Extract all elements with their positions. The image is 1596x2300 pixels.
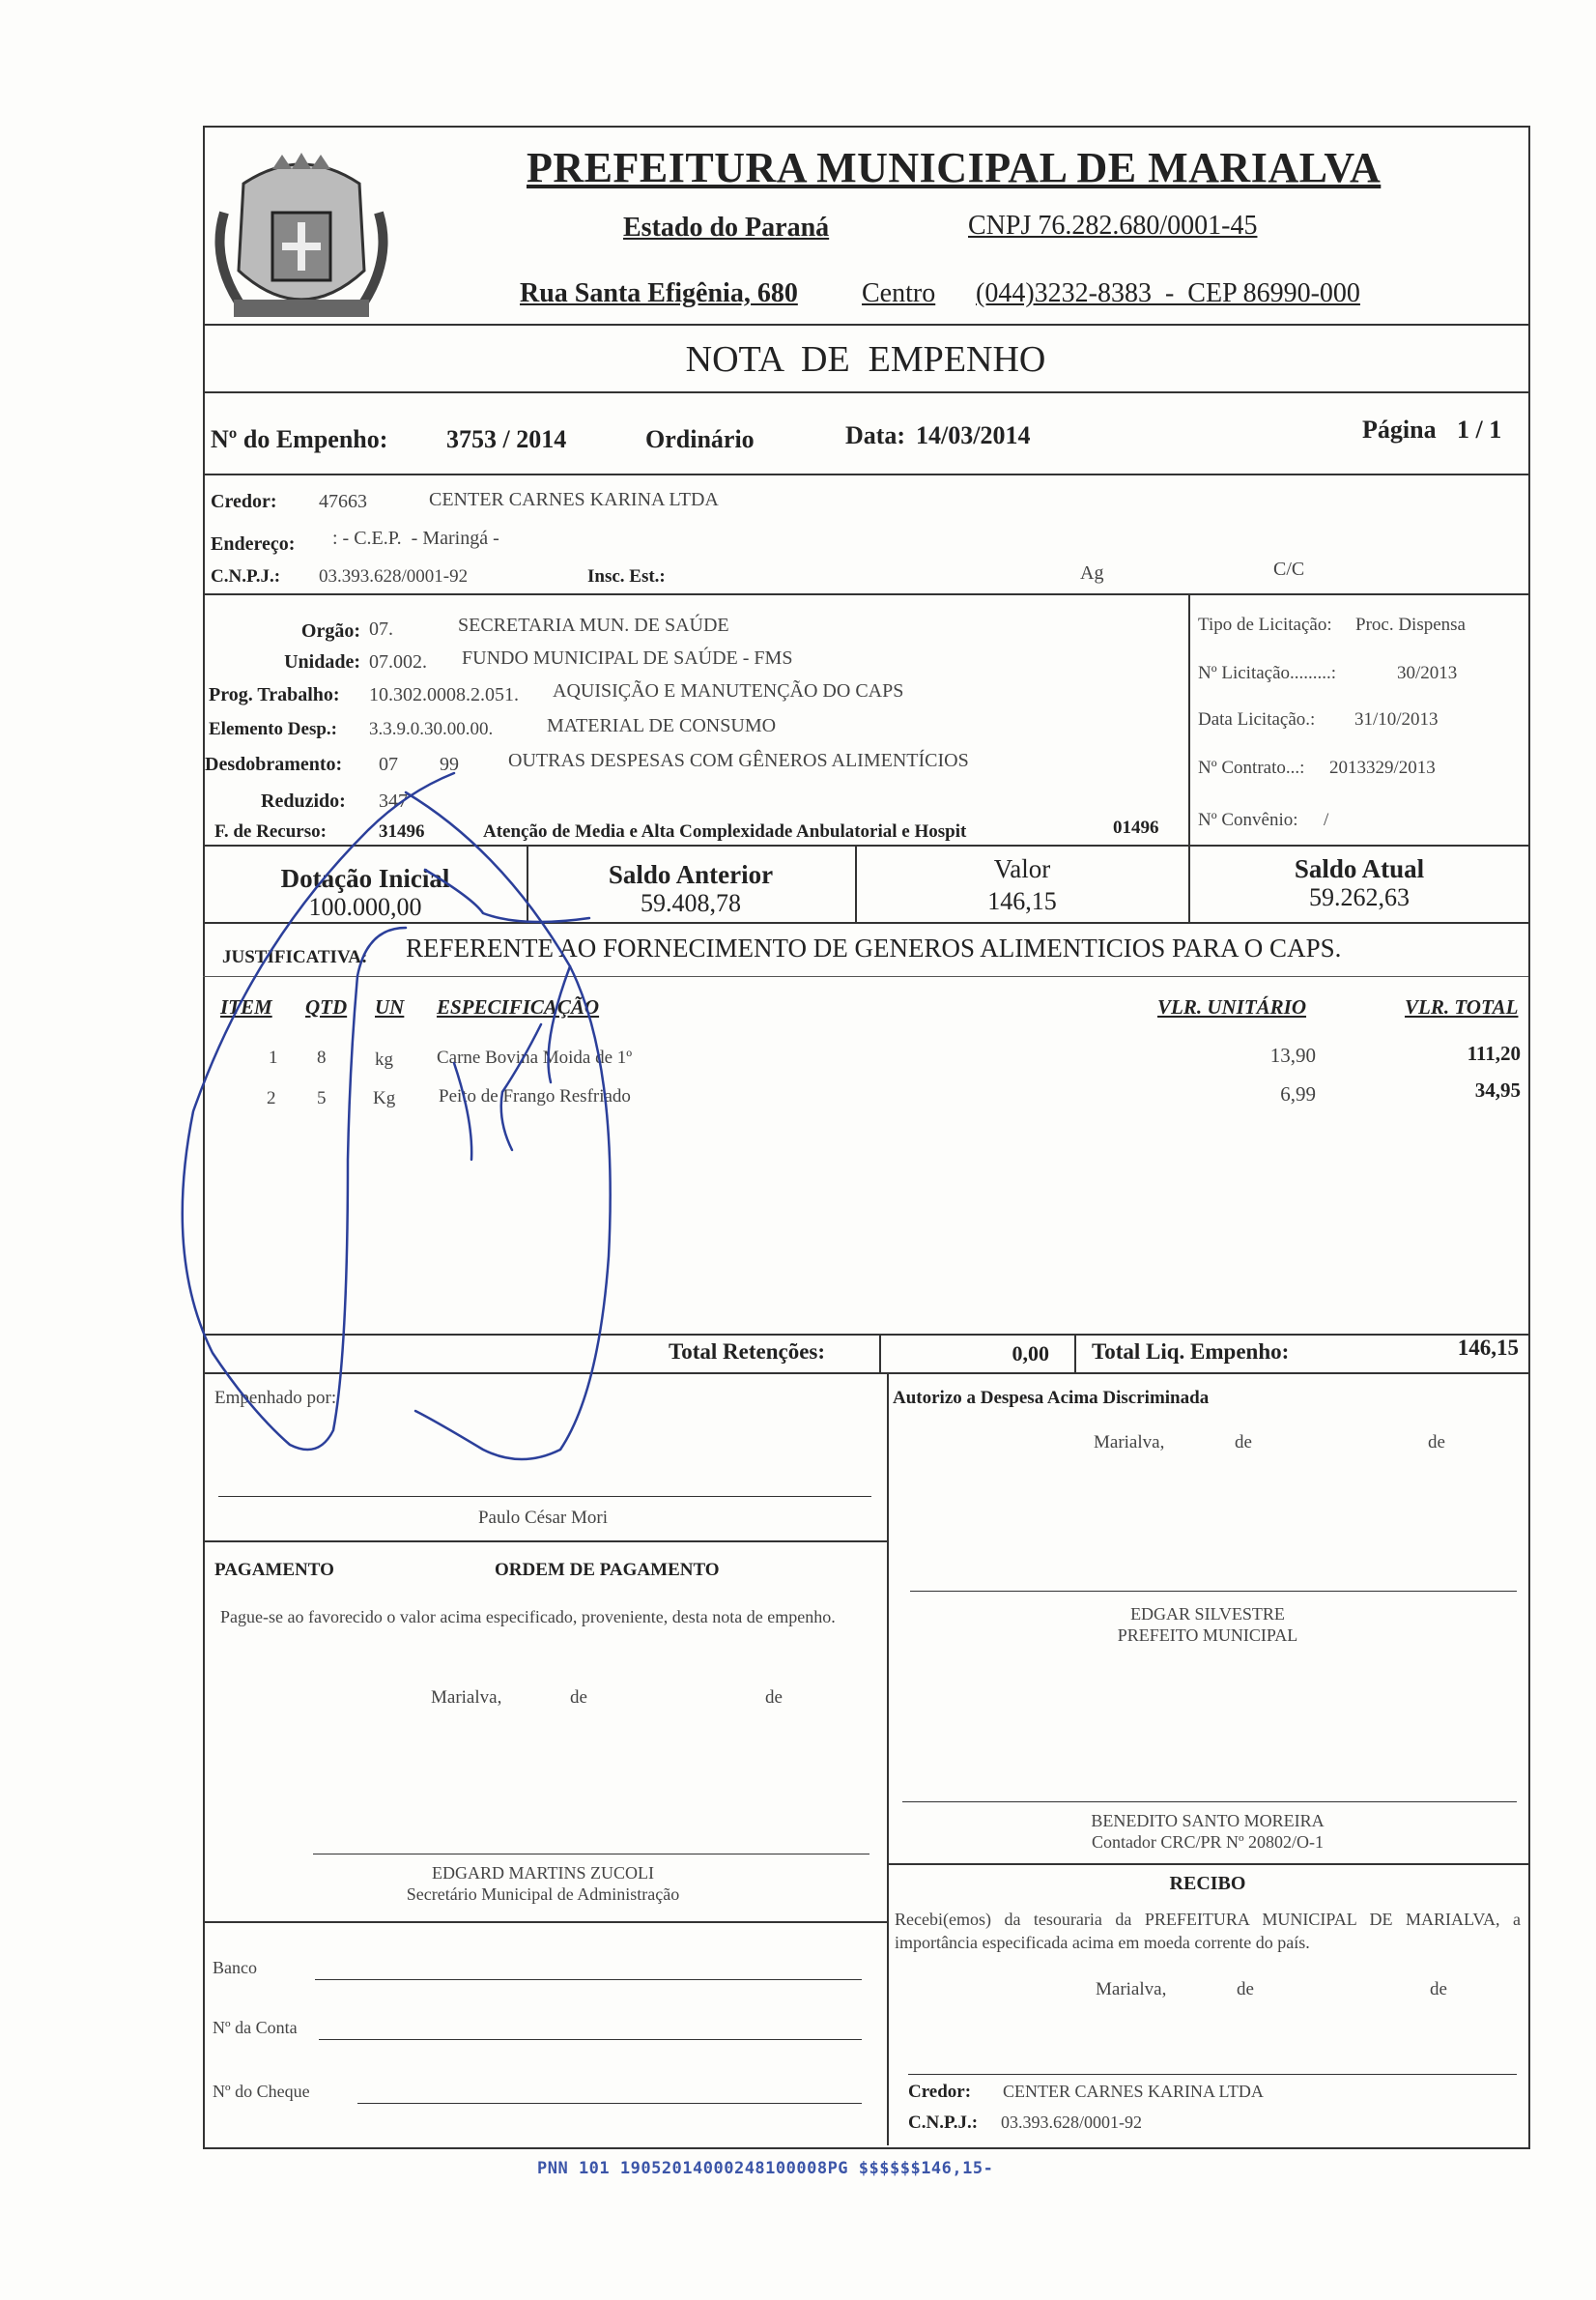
recurso-label: F. de Recurso: (214, 821, 327, 842)
recurso-code: 31496 (379, 821, 425, 842)
total-retencoes-value: 0,00 (1012, 1341, 1049, 1366)
unidade-code: 07.002. (369, 651, 427, 673)
recurso-name: Atenção de Media e Alta Complexidade Anbulatorial e Hospit (483, 821, 967, 842)
empenhado-signer: Paulo César Mori (477, 1508, 609, 1528)
row-vlr-unitario: 13,90 (1269, 1044, 1316, 1067)
row-qtd: 5 (317, 1088, 327, 1108)
unidade-label: Unidade: (284, 651, 360, 673)
recibo-credor-name: CENTER CARNES KARINA LTDA (1003, 2082, 1264, 2101)
pagamento-label: PAGAMENTO (214, 1560, 334, 1580)
autorizo-place: Marialva, (1094, 1432, 1165, 1452)
dotacao-label: Dotação Inicial (280, 864, 450, 893)
prefeitura-phone-cep: (044)3232-8383 - CEP 86990-000 (976, 278, 1360, 308)
endereco-label: Endereço: (211, 533, 296, 555)
footer-code: PNN 101 19052014000248100008PG $$$$$$146,15- (537, 2159, 994, 2178)
col-item: ITEM (220, 995, 272, 1019)
secretario-role: Secretário Municipal de Administração (406, 1884, 680, 1904)
valor-value: 146,15 (987, 887, 1057, 915)
recibo-cnpj-label: C.N.P.J.: (908, 2113, 979, 2133)
convenio-label: Nº Convênio: (1198, 810, 1298, 830)
empenho-type: Ordinário (645, 425, 755, 453)
page-number: 1 / 1 (1457, 416, 1502, 444)
prefeitura-district: Centro (862, 278, 936, 308)
col-especificacao: ESPECIFICAÇÃO (437, 995, 600, 1019)
saldo-anterior-label: Saldo Anterior (608, 860, 774, 889)
autorizo-label: Autorizo a Despesa Acima Discriminada (893, 1388, 1210, 1408)
convenio-value: / (1324, 810, 1329, 830)
reduzido-value: 347 (379, 791, 408, 812)
saldo-anterior-value: 59.408,78 (641, 889, 741, 917)
col-qtd: QTD (305, 995, 348, 1019)
tipo-licitacao-label: Tipo de Licitação: (1198, 615, 1332, 635)
data-licitacao-label: Data Licitação.: (1198, 709, 1316, 730)
credor-label: Credor: (211, 491, 277, 512)
num-licitacao-label: Nº Licitação.........: (1198, 663, 1337, 683)
prefeitura-cnpj: CNPJ 76.282.680/0001-45 (968, 211, 1258, 241)
pagamento-de2: de (765, 1687, 783, 1708)
recibo-credor-label: Credor: (908, 2082, 972, 2102)
credor-cnpj: 03.393.628/0001-92 (319, 566, 469, 587)
unidade-name: FUNDO MUNICIPAL DE SAÚDE - FMS (462, 647, 793, 669)
prog-trabalho-name: AQUISIÇÃO E MANUTENÇÃO DO CAPS (553, 680, 904, 702)
contrato-label: Nº Contrato...: (1198, 758, 1305, 778)
row-item: 2 (267, 1088, 276, 1108)
recibo-de2: de (1430, 1979, 1447, 1999)
autorizo-de1: de (1235, 1432, 1252, 1452)
recibo-text: Recebi(emos) da tesouraria da PREFEITURA MUNICIPAL DE MARIALVA, a importância especificada acima em moeda corrente do país. (895, 1910, 1521, 1952)
recibo-label: RECIBO (1169, 1873, 1246, 1894)
row-un: kg (375, 1049, 393, 1070)
row-vlr-total: 34,95 (1474, 1078, 1521, 1102)
agency-label: Ag (1080, 562, 1104, 584)
row-item: 1 (269, 1048, 278, 1068)
banco-label: Banco (213, 1958, 257, 1977)
page-label: Página (1362, 416, 1437, 444)
prog-trabalho-code: 10.302.0008.2.051. (369, 684, 519, 705)
saldo-atual-label: Saldo Atual (1294, 854, 1425, 883)
row-especificacao: Peito de Frango Resfriado (439, 1086, 631, 1107)
empenho-number-label: Nº do Empenho: (211, 425, 388, 453)
empenho-number: 3753 / 2014 (446, 425, 567, 453)
prog-trabalho-label: Prog. Trabalho: (209, 684, 340, 705)
credor-code: 47663 (319, 491, 367, 512)
row-qtd: 8 (317, 1048, 327, 1068)
desdobramento-sub: 99 (440, 754, 459, 775)
row-vlr-unitario: 6,99 (1280, 1082, 1316, 1106)
autorizo-de2: de (1428, 1432, 1445, 1452)
dotacao-value: 100.000,00 (308, 893, 422, 921)
reduzido-label: Reduzido: (261, 791, 346, 812)
empenhado-por-label: Empenhado por: (214, 1388, 337, 1408)
elemento-label: Elemento Desp.: (209, 719, 337, 739)
recurso-number: 01496 (1113, 818, 1159, 838)
pagamento-text: Pague-se ao favorecido o valor acima especificado, proveniente, desta nota de empenho. (220, 1607, 836, 1626)
elemento-name: MATERIAL DE CONSUMO (547, 715, 777, 736)
total-liq-label: Total Liq. Empenho: (1092, 1339, 1290, 1364)
recibo-place: Marialva, (1096, 1979, 1167, 1999)
desdobramento-code: 07 (379, 754, 398, 775)
elemento-code: 3.3.9.0.30.00.00. (369, 719, 494, 739)
empenho-date: 14/03/2014 (916, 421, 1031, 449)
row-especificacao: Carne Bovina Moida de 1º (437, 1048, 633, 1068)
contador-name: BENEDITO SANTO MOREIRA (1091, 1811, 1325, 1830)
orgao-name: SECRETARIA MUN. DE SAÚDE (458, 615, 729, 636)
recibo-de1: de (1237, 1979, 1254, 1999)
orgao-code: 07. (369, 618, 393, 640)
col-vlr-unitario: VLR. UNITÁRIO (1157, 995, 1307, 1019)
conta-label: Nº da Conta (213, 2018, 298, 2037)
valor-label: Valor (993, 854, 1051, 883)
total-liq-value: 146,15 (1457, 1336, 1519, 1360)
justificativa-text: REFERENTE AO FORNECIMENTO DE GENEROS ALIMENTICIOS PARA O CAPS. (406, 934, 1342, 963)
saldo-atual-value: 59.262,63 (1309, 883, 1410, 911)
account-label: C/C (1273, 559, 1305, 580)
contador-role: Contador CRC/PR Nº 20802/O-1 (1091, 1832, 1325, 1852)
justificativa-label: JUSTIFICATIVA: (222, 947, 368, 967)
credor-cnpj-label: C.N.P.J.: (211, 566, 281, 587)
prefeito-role: PREFEITO MUNICIPAL (1117, 1625, 1298, 1645)
credor-name: CENTER CARNES KARINA LTDA (429, 489, 719, 510)
recibo-cnpj: 03.393.628/0001-92 (1001, 2113, 1142, 2132)
col-un: UN (375, 995, 405, 1019)
desdobramento-name: OUTRAS DESPESAS COM GÊNEROS ALIMENTÍCIOS (508, 750, 969, 771)
secretario-name: EDGARD MARTINS ZUCOLI (432, 1863, 654, 1883)
empenho-date-label: Data: (845, 421, 906, 449)
orgao-label: Orgão: (300, 620, 360, 642)
row-vlr-total: 111,20 (1467, 1042, 1521, 1065)
insc-est-label: Insc. Est.: (587, 566, 666, 587)
tipo-licitacao-value: Proc. Dispensa (1355, 615, 1466, 635)
endereco-value: : - C.E.P. - Maringá - (332, 528, 499, 549)
state-name: Estado do Paraná (623, 213, 830, 243)
prefeitura-address: Rua Santa Efigênia, 680 (520, 278, 798, 308)
num-licitacao-value: 30/2013 (1397, 663, 1458, 683)
prefeito-name: EDGAR SILVESTRE (1130, 1604, 1285, 1624)
prefeitura-title: PREFEITURA MUNICIPAL DE MARIALVA (527, 144, 1382, 191)
desdobramento-label: Desdobramento: (205, 754, 343, 775)
col-vlr-total: VLR. TOTAL (1405, 995, 1519, 1019)
pagamento-place: Marialva, (431, 1687, 502, 1708)
doc-title: NOTA DE EMPENHO (685, 339, 1046, 380)
pagamento-de1: de (570, 1687, 587, 1708)
row-un: Kg (373, 1088, 396, 1108)
total-retencoes-label: Total Retenções: (669, 1339, 826, 1364)
data-licitacao-value: 31/10/2013 (1354, 709, 1439, 730)
ordem-pagamento-label: ORDEM DE PAGAMENTO (495, 1560, 720, 1580)
cheque-label: Nº do Cheque (213, 2082, 310, 2101)
contrato-value: 2013329/2013 (1329, 758, 1436, 778)
